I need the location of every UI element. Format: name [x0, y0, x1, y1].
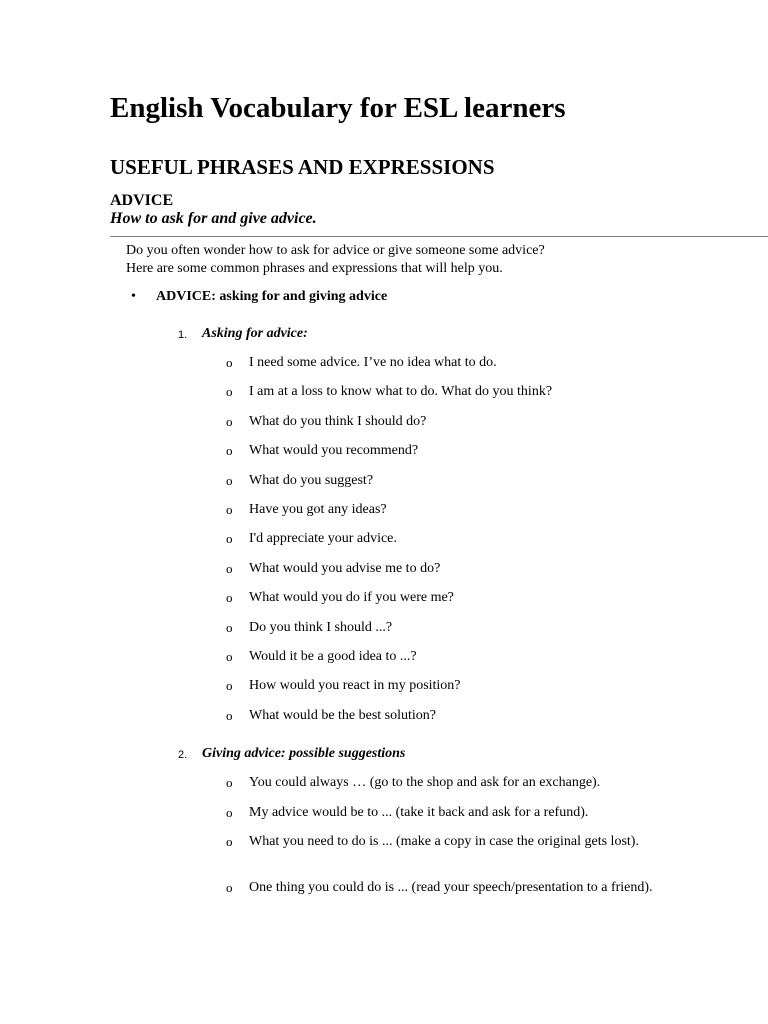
- intro-line: Here are some common phrases and expressions that will help you.: [126, 261, 503, 276]
- asking-advice-list: [226, 354, 656, 736]
- list-item-text: Do you think I should ...?: [249, 619, 393, 635]
- list-item-text: What you need to do is ... (make a copy in case the original gets lost).: [249, 834, 639, 849]
- list-marker: o: [226, 707, 233, 723]
- list-item-text: I need some advice. I’ve no idea what to do.: [249, 355, 497, 370]
- list-item: [226, 530, 656, 559]
- list-marker: o: [226, 443, 233, 459]
- list-marker: o: [226, 355, 233, 370]
- list-item-text: What would you advise me to do?: [249, 560, 441, 576]
- list-item-text: One thing you could do is ... (read your speech/presentation to a friend).: [249, 880, 653, 895]
- list-item: [226, 589, 656, 618]
- list-marker: o: [226, 648, 233, 664]
- section-subheading: How to ask for and give advice.: [110, 210, 317, 227]
- list-item-text: Have you got any ideas?: [249, 501, 387, 517]
- list-item: [226, 648, 656, 677]
- list-item-text: How would you react in my position?: [249, 678, 461, 694]
- list-marker: o: [226, 880, 233, 895]
- giving-advice-list: [226, 774, 656, 925]
- list-item-text: What would you recommend?: [249, 443, 419, 459]
- list-item: [226, 804, 656, 834]
- number-marker: 1.: [178, 329, 188, 341]
- list-item-text: Would it be a good idea to ...?: [249, 648, 417, 664]
- bullet-marker: •: [131, 289, 136, 304]
- document-title: English Vocabulary for ESL learners: [110, 92, 566, 124]
- list-item-text: What would you do if you were me?: [249, 590, 454, 606]
- list-item: [226, 774, 656, 804]
- intro-line: Do you often wonder how to ask for advice or give someone some advice?: [126, 243, 545, 258]
- list-item: [226, 560, 656, 589]
- number-marker: 2.: [178, 749, 188, 761]
- list-marker: o: [226, 678, 233, 694]
- list-marker: o: [226, 384, 233, 400]
- list-item: [226, 677, 656, 706]
- list-item: [226, 879, 656, 925]
- list-item-text: You could always … (go to the shop and ask for an exchange).: [249, 775, 601, 790]
- document-subtitle: USEFUL PHRASES AND EXPRESSIONS: [110, 155, 495, 179]
- list-marker: o: [226, 775, 233, 790]
- intro-paragraph: [126, 242, 726, 278]
- list-item-text: What do you suggest?: [249, 472, 374, 488]
- list-marker: o: [226, 531, 233, 547]
- list-marker: o: [226, 501, 233, 517]
- horizontal-divider: [110, 236, 768, 237]
- list-marker: o: [226, 413, 233, 429]
- list-item-text: What would be the best solution?: [249, 707, 437, 723]
- list-marker: o: [226, 834, 233, 849]
- list-marker: o: [226, 590, 233, 606]
- list-marker: o: [226, 619, 233, 635]
- list-marker: o: [226, 560, 233, 576]
- list-item: [226, 354, 656, 383]
- numbered-heading-text: Giving advice: possible suggestions: [202, 746, 406, 761]
- numbered-heading-text: Asking for advice:: [202, 326, 308, 341]
- bullet-heading-text: ADVICE: asking for and giving advice: [156, 289, 388, 304]
- list-marker: o: [226, 804, 233, 820]
- list-item: [226, 413, 656, 442]
- list-item: [226, 707, 656, 736]
- list-item: [226, 619, 656, 648]
- list-item-text: What do you think I should do?: [249, 413, 427, 429]
- list-item: [226, 472, 656, 501]
- list-item-text: I am at a loss to know what to do. What do you think?: [249, 384, 553, 400]
- section-heading: ADVICE: [110, 192, 174, 209]
- list-item: [226, 833, 656, 879]
- list-item: [226, 442, 656, 471]
- list-item: [226, 383, 656, 412]
- list-marker: o: [226, 472, 233, 488]
- list-item: [226, 501, 656, 530]
- list-item-text: My advice would be to ... (take it back and ask for a refund).: [249, 804, 589, 820]
- list-item-text: I'd appreciate your advice.: [249, 531, 397, 547]
